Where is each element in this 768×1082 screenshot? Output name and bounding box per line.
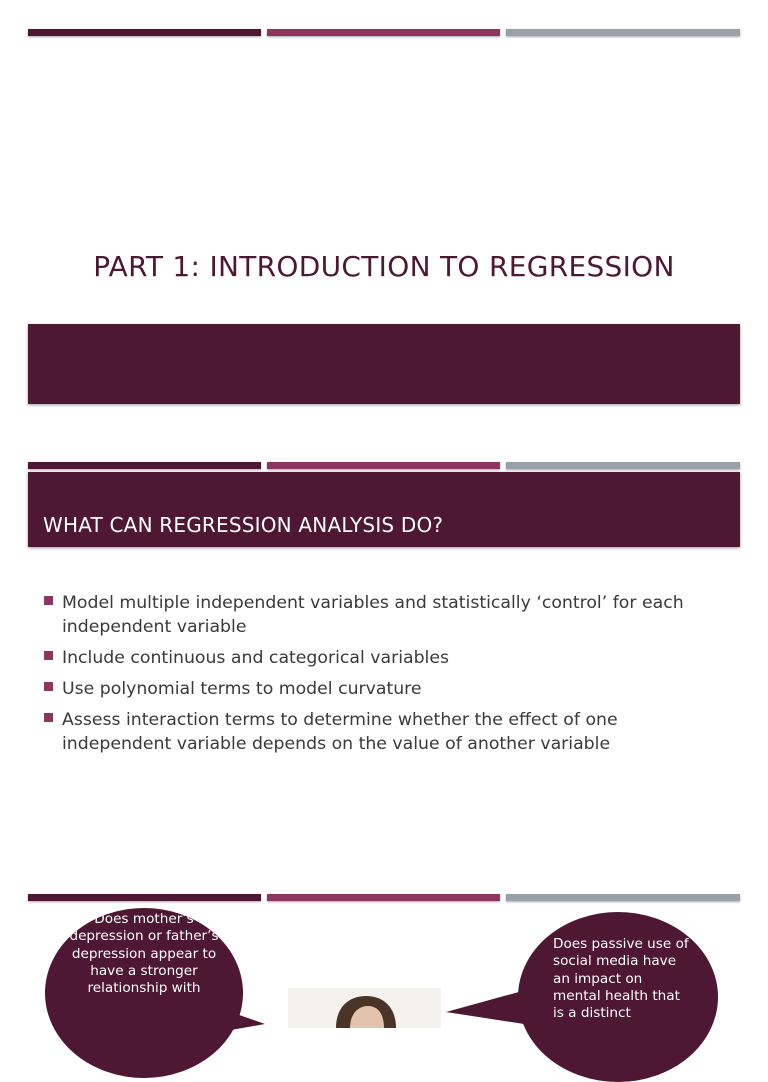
accent-stripe-mid (267, 29, 500, 36)
square-bullet-icon (44, 713, 53, 722)
accent-stripe-dark (28, 462, 261, 469)
speech-bubble-tail-right (446, 986, 526, 1026)
accent-stripe-mid (267, 894, 500, 901)
square-bullet-icon (44, 596, 53, 605)
speech-bubble-left-text: Does mother’s depression or father’s depression appear to have a stronger relationship with (69, 911, 219, 997)
portrait-photo (288, 988, 441, 1028)
person-photo-icon (288, 988, 441, 1028)
accent-stripe-dark (28, 29, 261, 36)
accent-stripe-mid (267, 462, 500, 469)
bullet-text: Model multiple independent variables and statistically ‘control’ for each independent variable (62, 593, 684, 637)
slide-1-banner (28, 324, 740, 404)
speech-bubble-right (518, 912, 718, 1082)
square-bullet-icon (44, 682, 53, 691)
accent-stripe-gray (506, 894, 740, 901)
bullet-list (44, 591, 724, 763)
bullet-text: Include continuous and categorical variables (62, 648, 449, 668)
speech-bubble-right-text: Does passive use of social media have an impact on mental health that is a distinct (553, 936, 689, 1022)
accent-stripe-gray (506, 462, 740, 469)
slide-1-title: PART 1: INTRODUCTION TO REGRESSION (93, 250, 675, 283)
bullet-text: Assess interaction terms to determine whether the effect of one independent variable depends on the value of another variable (62, 710, 618, 754)
bullet-text: Use polynomial terms to model curvature (62, 679, 422, 699)
speech-bubble-left (45, 908, 243, 1078)
square-bullet-icon (44, 651, 53, 660)
list-item (44, 591, 724, 639)
accent-stripe-gray (506, 29, 740, 36)
list-item (44, 708, 724, 756)
accent-stripe-dark (28, 894, 261, 901)
list-item (44, 677, 724, 701)
list-item (44, 646, 724, 670)
slide-2-title: WHAT CAN REGRESSION ANALYSIS DO? (43, 513, 444, 537)
